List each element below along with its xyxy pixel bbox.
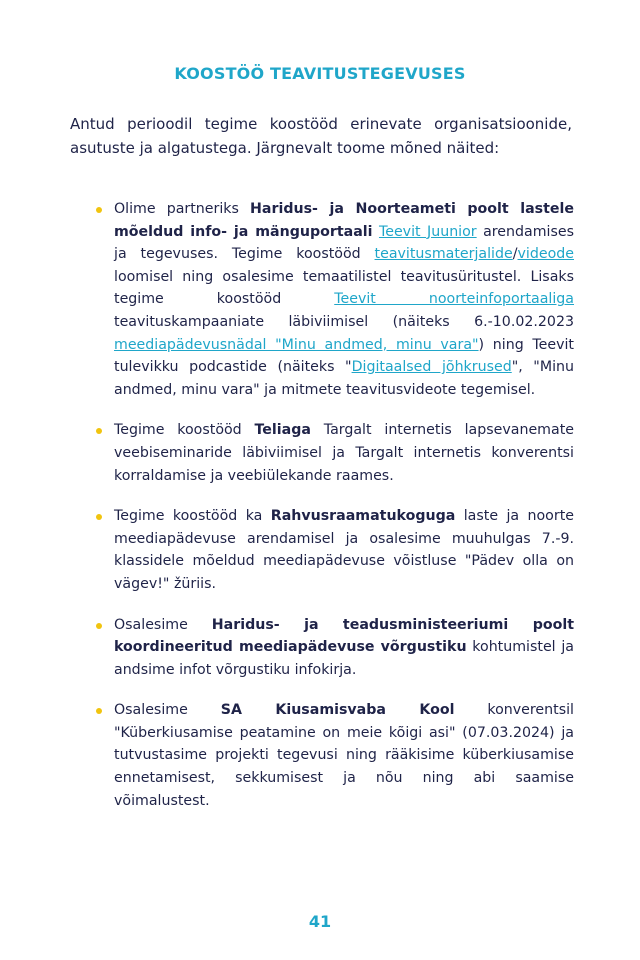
item-text: Osalesime: [114, 702, 221, 719]
section-heading: KOOSTÖÖ TEAVITUSTEGEVUSES: [174, 64, 466, 83]
partner-name: Haridus- ja teadusministeeriumi poolt koordineeritud meediapädevuse võrgustiku: [114, 616, 574, 656]
link-teavitusmaterjalid[interactable]: teavitusmaterjalide: [374, 246, 513, 263]
bullet-icon: [96, 428, 102, 434]
item-text: konverentsil "Küberkiusamise peatamine on meie kõigi asi" (07.03.2024) ja tutvustasime projekti tegevusi ning rääkisime küberkiusamise ennetamisest, sekkumisest ja nõu ning abi saamise võimalustest.: [114, 702, 574, 809]
bullet-icon: [96, 623, 102, 629]
item-text: ) ning Teevit tulevikku podcastide (näiteks ": [114, 336, 574, 376]
item-text: Targalt internetis lapsevanemate veebiseminaride läbiviimisel ja Targalt internetis konverentsi korraldamise ja veebiülekande raames.: [114, 422, 574, 484]
partner-name: Rahvusraamatukoguga: [270, 508, 456, 525]
item-text: ", "Minu andmed, minu vara" ja mitmete teavitusvideote tegemisel.: [114, 359, 574, 398]
bullet-icon: [96, 708, 102, 714]
link-meediapadevusnadal[interactable]: meediapädevusnädal "Minu andmed, minu vara": [114, 336, 479, 353]
item-text: loomisel ning osalesime temaatilistel teavitusüritustel. Lisaks tegime koostööd: [114, 268, 574, 308]
link-teevit-juunior[interactable]: Teevit Juunior: [378, 223, 477, 240]
list-item: [92, 699, 574, 812]
item-text: kohtumistel ja andsime infot võrgustiku infokirja.: [114, 639, 574, 678]
list-item: [92, 198, 574, 401]
link-noorteinfoportaal[interactable]: Teevit noorteinfoportaaliga: [334, 291, 575, 308]
item-text: Olime partneriks: [114, 201, 251, 217]
list-item: [92, 419, 574, 487]
list-item: [92, 614, 574, 682]
activities-list: [92, 198, 574, 830]
item-text: laste ja noorte meediapädevuse arendamisel ja osalesime muuhulgas 7.-9. klassidele mõeldud meediapädevuse võistluse "Pädev olla on vägev!" žüriis.: [114, 508, 574, 592]
partner-name: Teliaga: [254, 422, 311, 439]
intro-paragraph: Antud perioodil tegime koostööd erinevate organisatsioonide, asutuste ja algatustega. Järgnevalt toome mõned näited:: [70, 115, 572, 157]
item-text: Tegime koostööd ka: [114, 508, 271, 525]
link-digitaalsed-johkrused[interactable]: Digitaalsed jõhkrused: [351, 359, 512, 376]
partner-name: Haridus- ja Noorteameti poolt lastele mõeldud info- ja mänguportaali: [114, 201, 574, 240]
page-number: 41: [308, 912, 332, 931]
item-text: teavituskampaaniate läbiviimisel (näiteks 6.-10.02.2023: [114, 313, 574, 330]
list-item: [92, 505, 574, 595]
partner-name: SA Kiusamisvaba Kool: [220, 702, 455, 719]
bullet-icon: [96, 207, 102, 213]
item-text: Tegime koostööd: [114, 422, 255, 439]
bullet-icon: [96, 514, 102, 520]
item-text: /: [512, 246, 518, 263]
item-text: arendamises ja tegevuses. Tegime koostööd: [114, 223, 574, 263]
link-videod[interactable]: videode: [517, 246, 574, 263]
item-text: Osalesime: [114, 616, 212, 633]
